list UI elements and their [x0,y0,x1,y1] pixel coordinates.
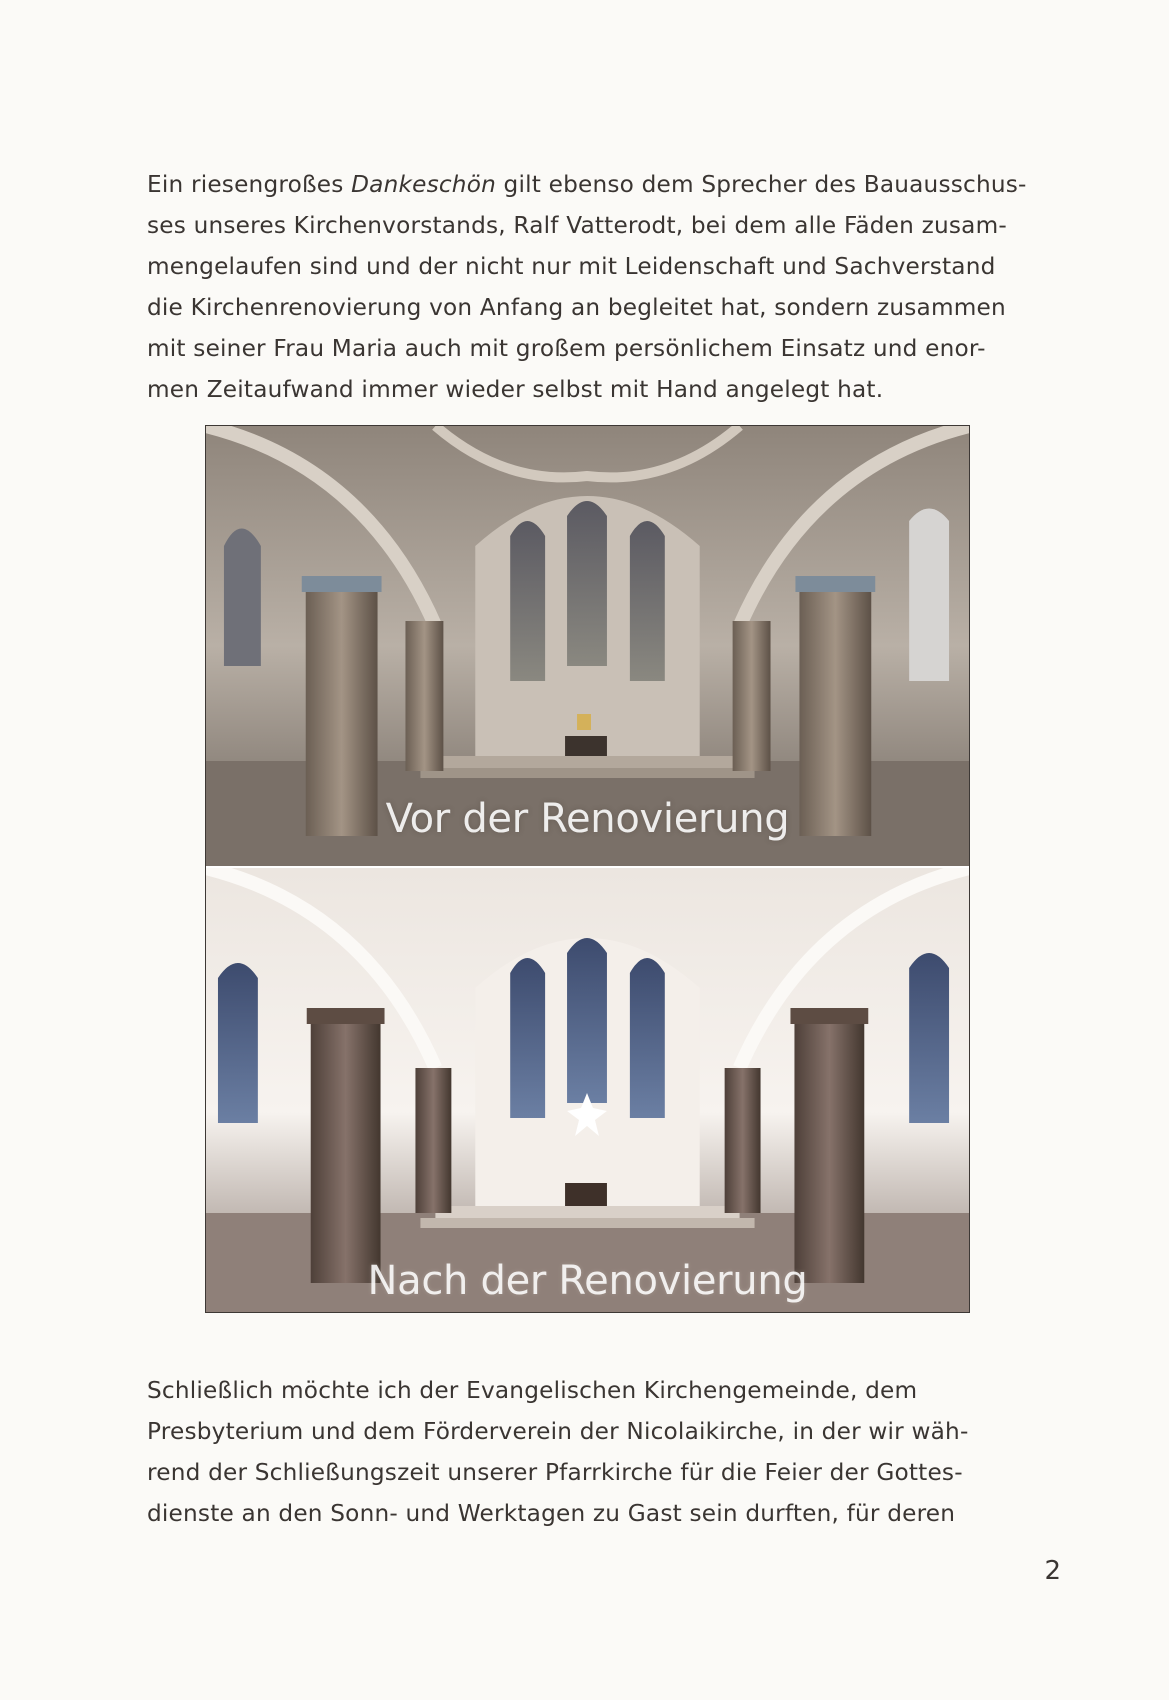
text-line: Ein riesengroßes Dankeschön gilt ebenso dem Sprecher des Bauausschus- [147,171,1027,198]
page-number: 2 [1044,1556,1061,1586]
text-line: ses unseres Kirchenvorstands, Ralf Vatterodt, bei dem alle Fäden zusam- [147,212,1007,239]
text-line: mengelaufen sind und der nicht nur mit Leidenschaft und Sachverstand [147,253,996,280]
caption-before-renovation: Vor der Renovierung [385,796,790,842]
photo-after-renovation [206,868,969,1312]
paragraph-thanks-protestant-parish [147,1370,1067,1534]
paragraph-thanks-building-committee [147,164,1067,410]
text-line: Schließlich möchte ich der Evangelischen Kirchengemeinde, dem [147,1377,918,1404]
caption-after-renovation: Nach der Renovierung [367,1258,808,1304]
text-line: die Kirchenrenovierung von Anfang an begleitet hat, sondern zusammen [147,294,1006,321]
text-line: rend der Schließungszeit unserer Pfarrkirche für die Feier der Gottes- [147,1459,963,1486]
text-line: dienste an den Sonn- und Werktagen zu Gast sein durften, für deren [147,1500,956,1527]
text-line: mit seiner Frau Maria auch mit großem persönlichem Einsatz und enor- [147,335,986,362]
church-comparison-photo [205,425,970,1313]
text-line: Presbyterium und dem Förderverein der Nicolaikirche, in der wir wäh- [147,1418,969,1445]
emphasis-text: Dankeschön [351,171,496,198]
text-line: men Zeitaufwand immer wieder selbst mit Hand angelegt hat. [147,376,884,403]
